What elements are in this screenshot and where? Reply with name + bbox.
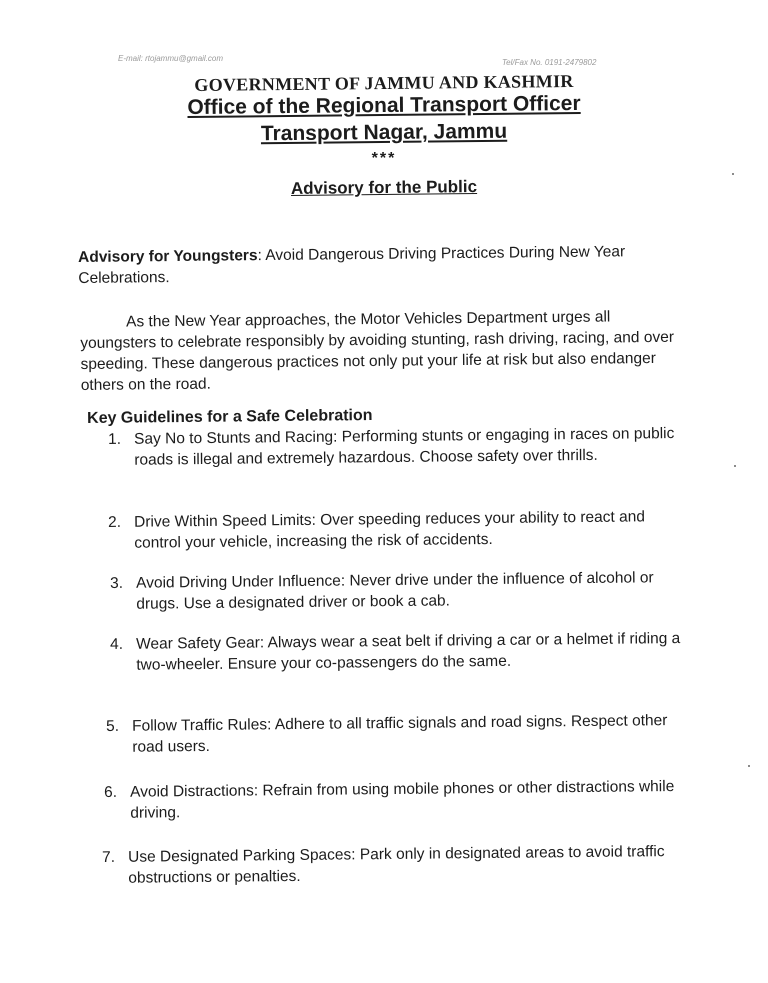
separator-stars: ***	[371, 150, 397, 167]
telfax-contact: Tel/Fax No. 0191-2479802	[502, 58, 597, 67]
guideline-number: 2.	[108, 513, 122, 531]
guideline-item	[108, 423, 680, 471]
guideline-text: Avoid Distractions: Refrain from using mobile phones or other distractions while driving.	[130, 778, 675, 822]
intro-label: Advisory for Youngsters	[78, 247, 258, 266]
guideline-number: 4.	[110, 635, 124, 653]
guideline-item	[106, 710, 678, 758]
guideline-text: Follow Traffic Rules: Adhere to all traffic signals and road signs. Respect other road users.	[132, 712, 668, 756]
location-heading: Transport Nagar, Jammu	[260, 119, 508, 146]
guideline-text: Say No to Stunts and Racing: Performing stunts or engaging in races on public roads is illegal and extremely hazardous. Choose safety over thrills.	[134, 425, 675, 469]
advisory-title: Advisory for the Public	[290, 177, 478, 198]
guideline-number: 6.	[104, 783, 118, 801]
scan-speck	[734, 465, 736, 467]
office-heading: Office of the Regional Transport Officer	[187, 91, 581, 120]
guideline-item	[110, 628, 682, 676]
intro-text: : Avoid Dangerous Driving Practices During New Year Celebrations.	[78, 243, 626, 287]
guideline-item	[102, 841, 674, 889]
guideline-number: 7.	[102, 848, 116, 866]
guideline-item	[104, 776, 676, 824]
intro-line	[78, 241, 676, 289]
guideline-item	[110, 567, 682, 615]
email-contact: E-mail: rtojammu@gmail.com	[118, 54, 224, 63]
paragraph-text: As the New Year approaches, the Motor Vehicles Department urges all youngsters to celebrate responsibly by avoiding stunting, rash driving, racing, and over speeding. These dangerous practices not only put your life at risk but also endanger others on the road.	[80, 308, 675, 394]
guidelines-heading: Key Guidelines for a Safe Celebration	[87, 407, 373, 427]
guideline-number: 5.	[106, 717, 120, 735]
guideline-text: Avoid Driving Under Influence: Never drive under the influence of alcohol or drugs. Use a designated driver or book a cab.	[136, 569, 654, 613]
guideline-number: 3.	[110, 574, 124, 592]
scan-speck	[732, 173, 734, 175]
guideline-text: Wear Safety Gear: Always wear a seat belt if driving a car or a helmet if riding a two-wheeler. Ensure your co-passengers do the same.	[136, 630, 681, 674]
government-heading: GOVERNMENT OF JAMMU AND KASHMIR	[194, 71, 574, 95]
guideline-item	[108, 506, 680, 554]
guideline-text: Drive Within Speed Limits: Over speeding reduces your ability to react and control your vehicle, increasing the risk of accidents.	[134, 508, 646, 552]
guideline-text: Use Designated Parking Spaces: Park only in designated areas to avoid traffic obstructions or penalties.	[128, 843, 665, 887]
guideline-number: 1.	[108, 430, 122, 448]
intro-paragraph	[80, 306, 677, 396]
scan-speck	[748, 765, 750, 767]
